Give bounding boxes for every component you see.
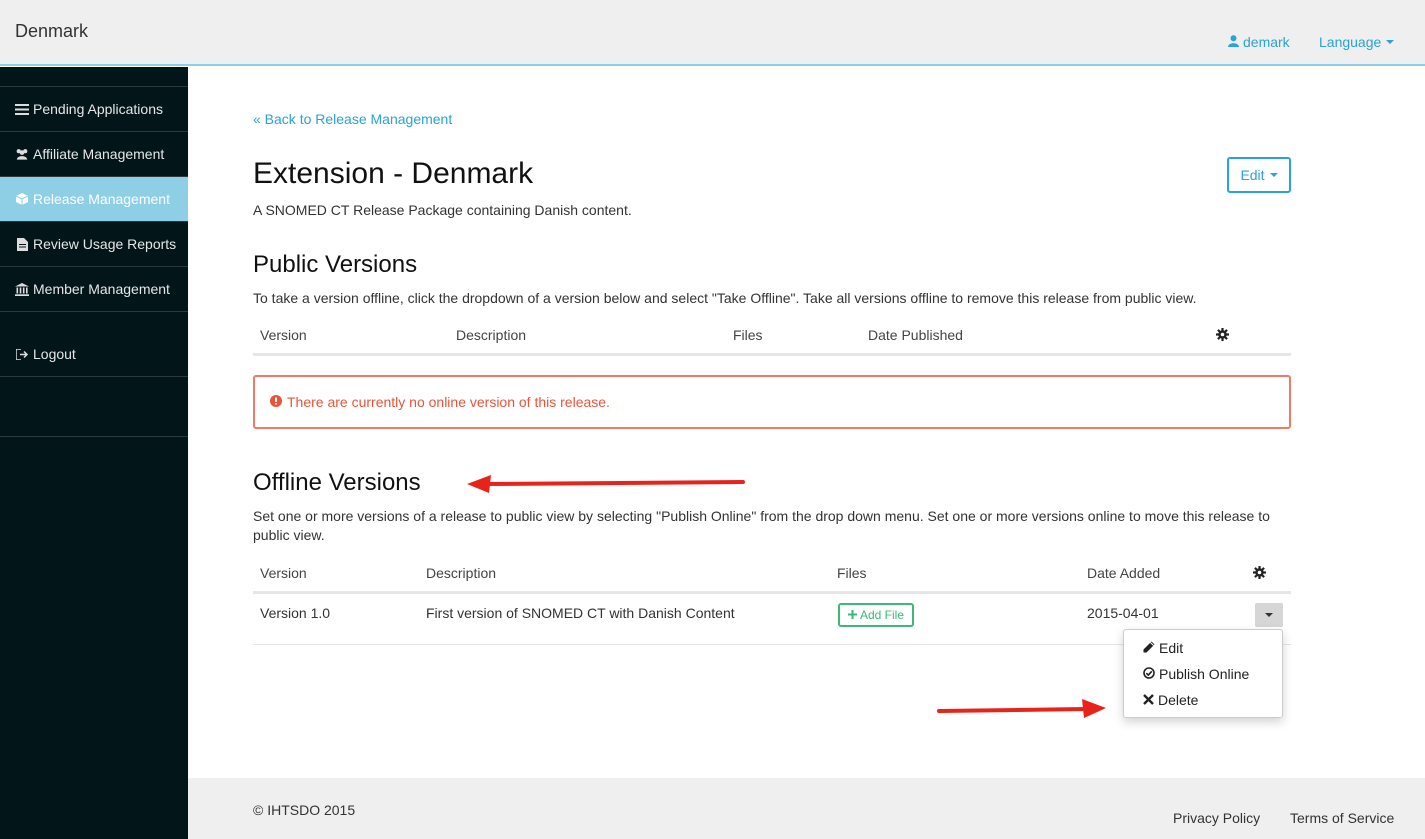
check-circle-icon [1143, 666, 1155, 682]
sidebar-item-label: Review Usage Reports [33, 236, 177, 252]
sidebar-item-label: Logout [33, 346, 76, 362]
row-actions-menu [1123, 629, 1283, 718]
terms-of-service-link[interactable]: Terms of Service [1290, 810, 1395, 826]
column-header-date-published: Date Published [868, 327, 963, 343]
sidebar-item-label: Release Management [33, 191, 170, 207]
column-header-files: Files [837, 565, 867, 581]
date-cell: 2015-04-01 [1087, 605, 1159, 621]
add-file-label: Add File [859, 608, 905, 622]
public-versions-heading: Public Versions [253, 251, 418, 278]
user-icon [1228, 34, 1239, 50]
back-to-release-management-link[interactable]: « Back to Release Management [253, 111, 453, 127]
column-header-description: Description [456, 327, 527, 343]
menu-item-label: Publish Online [1159, 666, 1250, 682]
gear-icon[interactable] [1216, 328, 1229, 346]
edit-dropdown-button[interactable] [1227, 157, 1291, 193]
sidebar-item-label: Member Management [33, 281, 170, 297]
annotation-arrow-offline-heading [465, 470, 747, 498]
top-navbar [0, 0, 1425, 66]
offline-versions-description: Set one or more versions of a release to public view by selecting "Publish Online" from the drop down menu. Set one or more versions online to move this release to public view. [253, 508, 1270, 543]
menu-item-label: Delete [1158, 692, 1199, 708]
sidebar [0, 67, 188, 839]
menu-item-label: Edit [1159, 640, 1184, 656]
cube-icon [15, 192, 29, 206]
sidebar-item-label: Affiliate Management [33, 146, 165, 162]
version-cell: Version 1.0 [260, 605, 331, 621]
sidebar-item-member-management[interactable] [0, 267, 188, 312]
chevron-down-icon [1386, 40, 1394, 44]
footer [188, 778, 1425, 839]
table-header-divider [253, 353, 1291, 356]
user-menu-link[interactable] [1228, 34, 1290, 50]
chevron-down-icon [1265, 613, 1273, 617]
bank-icon [15, 282, 29, 296]
privacy-policy-link[interactable]: Privacy Policy [1173, 810, 1261, 826]
sign-out-icon [15, 347, 29, 361]
sidebar-item-review-usage-reports[interactable] [0, 222, 188, 267]
description-cell: First version of SNOMED CT with Danish Content [426, 605, 735, 621]
sidebar-item-pending-applications[interactable] [0, 87, 188, 132]
list-icon [15, 102, 29, 116]
times-icon [1143, 692, 1154, 708]
brand-title[interactable]: Denmark [15, 21, 89, 41]
alert-text: There are currently no online version of this release. [287, 394, 610, 410]
language-menu[interactable] [1319, 34, 1394, 50]
page-title: Extension - Denmark [253, 157, 534, 190]
file-icon [15, 237, 29, 251]
gear-icon[interactable] [1253, 566, 1266, 584]
exclamation-circle-icon [270, 394, 282, 410]
chevron-down-icon [1270, 173, 1278, 177]
column-header-version: Version [260, 565, 307, 581]
column-header-version: Version [260, 327, 307, 343]
user-name: demark [1243, 34, 1290, 50]
sidebar-item-logout[interactable] [0, 332, 188, 377]
column-header-files: Files [733, 327, 763, 343]
plus-icon [848, 608, 857, 622]
public-versions-description: To take a version offline, click the dropdown of a version below and select "Take Offline". Take all versions offline to remove this release from public view. [253, 290, 1197, 306]
pencil-icon [1143, 640, 1155, 656]
menu-item-delete[interactable] [1143, 692, 1198, 708]
offline-versions-heading: Offline Versions [253, 469, 421, 496]
language-label: Language [1319, 34, 1382, 50]
page-subtitle: A SNOMED CT Release Package containing Danish content. [253, 202, 632, 218]
table-header-divider [253, 591, 1291, 594]
menu-item-publish-online[interactable] [1143, 666, 1249, 682]
sidebar-item-affiliate-management[interactable] [0, 132, 188, 177]
menu-item-edit[interactable] [1143, 640, 1183, 656]
add-file-button[interactable] [838, 603, 914, 627]
sidebar-item-release-management[interactable] [0, 177, 188, 222]
annotation-arrow-dropdown [936, 696, 1108, 722]
row-actions-dropdown-toggle[interactable] [1255, 603, 1283, 627]
edit-button-label: Edit [1240, 167, 1265, 183]
column-header-date-added: Date Added [1087, 565, 1161, 581]
users-icon [15, 147, 29, 161]
column-header-description: Description [426, 565, 497, 581]
sidebar-divider [0, 436, 188, 437]
footer-copyright: © IHTSDO 2015 [253, 802, 356, 818]
no-online-version-alert [253, 375, 1291, 429]
sidebar-item-label: Pending Applications [33, 101, 163, 117]
